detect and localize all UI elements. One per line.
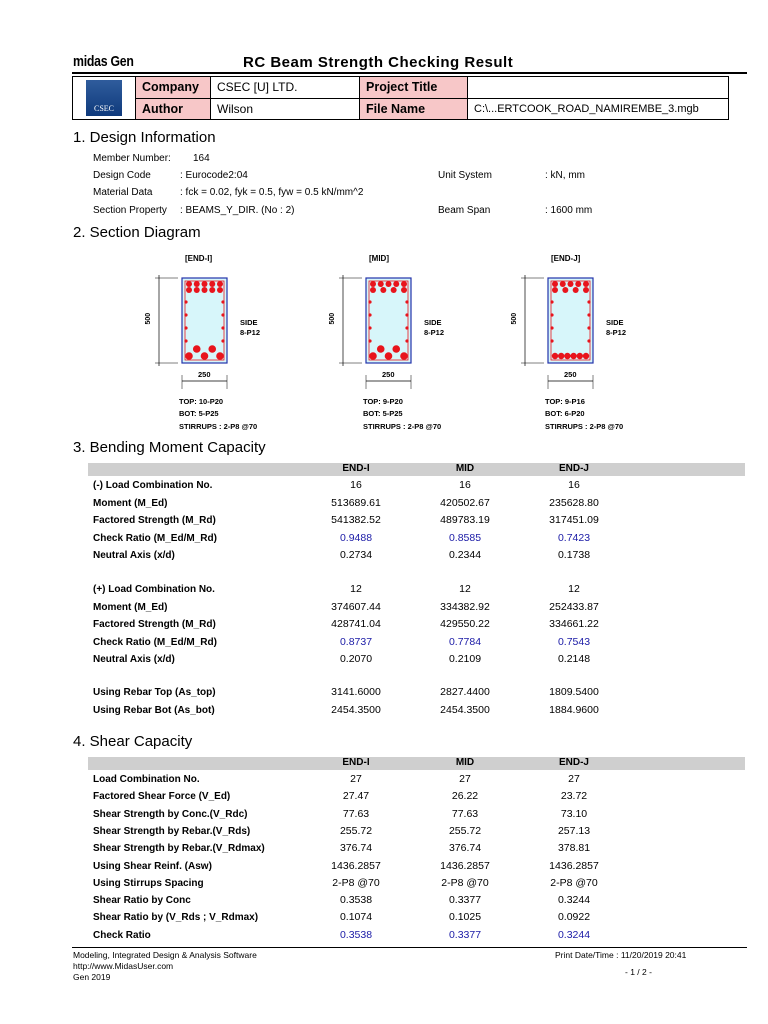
side-rebar (221, 326, 224, 329)
bending-cell: 0.8737 (339, 635, 373, 648)
bending-cell: 16 (350, 479, 362, 491)
shear-col-end-i: END-I (342, 757, 370, 768)
top-rebar (217, 287, 223, 293)
top-rebar (378, 281, 384, 287)
side-bars-label: 8-P12 (424, 328, 445, 337)
top-rebar (202, 281, 208, 287)
top-rebar (391, 287, 397, 293)
bottom-rebar (392, 345, 400, 353)
shear-cell: 27 (459, 773, 471, 785)
top-rebar (583, 287, 589, 293)
shear-cell: 26.22 (451, 790, 479, 803)
top-rebar (186, 287, 192, 293)
top-rebar (393, 281, 399, 287)
shear-cell: 0.3377 (448, 894, 482, 907)
document-title: RC Beam Strength Checking Result (243, 54, 514, 71)
shear-row-label: Using Stirrups Spacing (93, 877, 204, 889)
material-data-label: Material Data (93, 187, 153, 198)
bending-cell: 317451.09 (549, 514, 599, 526)
brand-logo-text: midas Gen (73, 53, 134, 70)
bending-cell: 0.2109 (448, 653, 482, 665)
side-rebar (550, 300, 553, 303)
shear-cell: 1436.2857 (440, 859, 490, 872)
shear-row-label: Shear Strength by Rebar.(V_Rds) (93, 825, 251, 837)
side-rebar (221, 300, 224, 303)
stirrups-label: STIRRUPS : 2-P8 @70 (545, 422, 624, 431)
shear-cell: 23.72 (560, 790, 588, 803)
side-rebar (184, 300, 187, 303)
design-code-label: Design Code (93, 170, 151, 181)
author-label: Author (136, 98, 211, 120)
design-code-value: : Eurocode2:04 (180, 170, 248, 181)
bending-row-label: Factored Strength (M_Rd) (93, 619, 216, 630)
header-divider (72, 72, 747, 74)
shear-cell: 257.13 (557, 824, 591, 837)
bottom-rebar (570, 353, 576, 359)
bottom-rebar (193, 345, 201, 353)
shear-cell: 2-P8 @70 (332, 876, 380, 889)
top-rebar (552, 287, 558, 293)
height-label: 500 (511, 312, 518, 325)
bottom-rebar (208, 345, 216, 353)
footer-divider (72, 947, 747, 948)
bending-cell: 235628.80 (549, 496, 599, 509)
bending-cell: 334661.22 (549, 618, 599, 630)
side-label: SIDE (606, 318, 624, 327)
shear-cell: 73.10 (560, 807, 588, 820)
stirrups-label: STIRRUPS : 2-P8 @70 (363, 422, 442, 431)
bending-cell: 0.9488 (339, 531, 373, 544)
shear-col-mid: MID (455, 757, 475, 768)
bottom-rebar (216, 352, 224, 360)
bending-row-label: Factored Strength (M_Rd) (93, 515, 216, 526)
shear-row-label: Using Shear Reinf. (Asw) (93, 860, 212, 872)
top-rebar (370, 287, 376, 293)
shear-cell: 1436.2857 (331, 859, 381, 872)
section-tag: [END-I] (185, 254, 213, 263)
footer-url[interactable]: http://www.MidasUser.com (73, 961, 174, 971)
shear-cell: 2-P8 @70 (550, 876, 598, 889)
top-rebar (186, 281, 192, 287)
shear-cell: 255.72 (448, 824, 482, 837)
beam-span-value: : 1600 mm (545, 205, 593, 216)
bending-cell: 3141.6000 (331, 686, 381, 698)
top-rebar (401, 281, 407, 287)
bending-col-end-j: END-J (558, 463, 589, 474)
side-rebar (221, 313, 224, 316)
bottom-rebar (552, 353, 558, 359)
side-rebar (184, 326, 187, 329)
bending-col-end-i: END-I (342, 463, 370, 474)
shear-cell: 2-P8 @70 (441, 876, 489, 889)
bending-cell: 429550.22 (440, 618, 490, 630)
top-rebar (380, 287, 386, 293)
member-number-label: Member Number: (93, 153, 171, 164)
shear-cell: 0.3244 (557, 894, 591, 907)
member-number-value: 164 (193, 153, 210, 164)
side-rebar (405, 339, 408, 342)
bending-cell: 2454.3500 (331, 703, 381, 716)
top-rebar (568, 281, 574, 287)
footer-version: Gen 2019 (73, 972, 111, 982)
bending-row-label: Moment (M_Ed) (93, 601, 168, 613)
bottom-rebar (201, 352, 209, 360)
bending-cell: 513689.61 (331, 496, 381, 509)
side-bars-label: 8-P12 (240, 328, 261, 337)
shear-row-label: Factored Shear Force (V_Ed) (93, 791, 231, 803)
bending-row-label: Moment (M_Ed) (93, 497, 168, 509)
bending-cell: 334382.92 (440, 600, 490, 613)
side-rebar (368, 326, 371, 329)
side-rebar (405, 326, 408, 329)
material-data-value: : fck = 0.02, fyk = 0.5, fyw = 0.5 kN/mm^2 (180, 187, 364, 198)
shear-row-label: Shear Ratio by (V_Rds ; V_Rdmax) (93, 912, 259, 924)
company-logo-cell (73, 77, 136, 120)
company-label: Company (136, 77, 211, 99)
bending-row-label: (-) Load Combination No. (93, 480, 213, 491)
bending-row-label: Using Rebar Bot (As_bot) (93, 704, 215, 716)
side-rebar (587, 300, 590, 303)
width-label: 250 (564, 370, 577, 379)
side-rebar (368, 339, 371, 342)
bending-cell: 541382.52 (331, 514, 381, 526)
top-rebar (217, 281, 223, 287)
shear-cell: 0.3244 (557, 928, 591, 941)
stirrups-label: STIRRUPS : 2-P8 @70 (179, 422, 258, 431)
top-rebar (202, 287, 208, 293)
bending-cell: 0.2070 (339, 653, 373, 665)
bending-cell: 2454.3500 (440, 703, 490, 716)
top-rebar (562, 287, 568, 293)
project-title-value (468, 77, 729, 99)
bending-cell: 1809.5400 (549, 686, 599, 698)
top-rebar (370, 281, 376, 287)
side-rebar (550, 313, 553, 316)
bottom-bars-label: BOT: 6-P20 (545, 409, 585, 418)
shear-cell: 0.3538 (339, 894, 373, 907)
width-label: 250 (198, 370, 211, 379)
footer-software: Modeling, Integrated Design & Analysis Software (73, 950, 257, 960)
bending-cell: 0.8585 (448, 531, 482, 544)
print-date-time: Print Date/Time : 11/20/2019 20:41 (555, 950, 687, 960)
bottom-rebar (185, 352, 193, 360)
top-rebar (573, 287, 579, 293)
bottom-bars-label: BOT: 5-P25 (363, 409, 403, 418)
shear-cell: 27 (350, 773, 362, 785)
section-diagram-svg (0, 245, 768, 440)
side-rebar (368, 300, 371, 303)
shear-heading: 4. Shear Capacity (73, 733, 193, 750)
file-name-value: C:\...ERTCOOK_ROAD_NAMIREMBE_3.mgb (468, 98, 729, 120)
top-rebar (552, 281, 558, 287)
bending-cell: 16 (459, 479, 471, 491)
top-rebar (560, 281, 566, 287)
bottom-bars-label: BOT: 5-P25 (179, 409, 219, 418)
top-rebar (194, 287, 200, 293)
bending-row-label: Neutral Axis (x/d) (93, 550, 175, 561)
side-rebar (405, 313, 408, 316)
side-rebar (587, 339, 590, 342)
height-label: 500 (145, 312, 152, 325)
shear-cell: 27.47 (342, 790, 370, 803)
project-info-table (72, 76, 729, 120)
bending-row-label: Using Rebar Top (As_top) (93, 687, 216, 698)
bending-cell: 0.2734 (339, 549, 373, 561)
page-number: - 1 / 2 - (625, 967, 652, 977)
bending-cell: 0.2148 (557, 653, 591, 665)
side-rebar (405, 300, 408, 303)
side-rebar (184, 339, 187, 342)
side-bars-label: 8-P12 (606, 328, 627, 337)
bending-row-label: Check Ratio (M_Ed/M_Rd) (93, 532, 217, 544)
side-rebar (184, 313, 187, 316)
bending-cell: 252433.87 (549, 600, 599, 613)
bending-cell: 0.1738 (557, 549, 591, 561)
bending-cell: 0.7784 (448, 635, 482, 648)
section-diagram-heading: 2. Section Diagram (73, 224, 201, 241)
section-tag: [MID] (369, 254, 389, 263)
bending-cell: 2827.4400 (440, 686, 490, 698)
section-tag: [END-J] (551, 254, 581, 263)
side-rebar (221, 339, 224, 342)
height-label: 500 (329, 312, 336, 325)
bottom-rebar (558, 353, 564, 359)
bottom-rebar (400, 352, 408, 360)
bending-cell: 420502.67 (440, 496, 490, 509)
bottom-rebar (385, 352, 393, 360)
shear-cell: 1436.2857 (549, 859, 599, 872)
shear-cell: 378.81 (557, 842, 591, 855)
bending-cell: 12 (350, 583, 362, 595)
side-rebar (587, 326, 590, 329)
csec-logo (86, 80, 122, 116)
bending-cell: 16 (568, 479, 580, 491)
shear-row-label: Load Combination No. (93, 774, 200, 785)
bending-header-band (88, 463, 745, 476)
shear-cell: 77.63 (342, 807, 370, 820)
shear-cell: 0.1074 (339, 911, 373, 924)
design-info-heading: 1. Design Information (73, 129, 216, 146)
bending-cell: 12 (459, 583, 471, 595)
shear-cell: 0.0922 (557, 911, 591, 924)
side-rebar (368, 313, 371, 316)
shear-cell: 376.74 (448, 842, 482, 855)
top-bars-label: TOP: 9-P16 (545, 397, 585, 406)
side-rebar (550, 339, 553, 342)
bending-cell: 12 (568, 583, 580, 595)
shear-cell: 27 (568, 773, 580, 785)
bottom-rebar (577, 353, 583, 359)
project-title-label: Project Title (360, 77, 468, 99)
bending-row-label: Check Ratio (M_Ed/M_Rd) (93, 636, 217, 648)
bottom-rebar (583, 353, 589, 359)
top-rebar (194, 281, 200, 287)
beam-span-label: Beam Span (438, 205, 491, 216)
top-rebar (583, 281, 589, 287)
bending-cell: 489783.19 (440, 514, 490, 526)
shear-row-label: Check Ratio (93, 929, 151, 941)
shear-cell: 0.3538 (339, 928, 373, 941)
top-bars-label: TOP: 9-P20 (363, 397, 403, 406)
top-rebar (575, 281, 581, 287)
file-name-label: File Name (360, 98, 468, 120)
bending-cell: 0.2344 (448, 549, 482, 561)
side-label: SIDE (424, 318, 442, 327)
top-rebar (209, 287, 215, 293)
bending-row-label: Neutral Axis (x/d) (93, 654, 175, 665)
shear-cell: 255.72 (339, 824, 373, 837)
unit-system-label: Unit System (438, 170, 492, 181)
shear-row-label: Shear Ratio by Conc (93, 895, 191, 907)
logo-text: CSEC (93, 104, 114, 113)
shear-cell: 376.74 (339, 842, 373, 855)
width-label: 250 (382, 370, 395, 379)
bending-cell: 0.7423 (557, 531, 591, 544)
shear-cell: 0.3377 (448, 928, 482, 941)
bending-cell: 428741.04 (331, 618, 381, 630)
bottom-rebar (369, 352, 377, 360)
bending-col-mid: MID (455, 463, 475, 474)
side-label: SIDE (240, 318, 258, 327)
top-rebar (401, 287, 407, 293)
side-rebar (587, 313, 590, 316)
side-rebar (550, 326, 553, 329)
bottom-rebar (377, 345, 385, 353)
section-property-label: Section Property (93, 205, 167, 216)
bending-cell: 0.7543 (557, 635, 591, 648)
unit-system-value: : kN, mm (545, 170, 585, 181)
bending-cell: 1884.9600 (549, 703, 599, 716)
shear-row-label: Shear Strength by Conc.(V_Rdc) (93, 808, 248, 820)
bending-cell: 374607.44 (331, 600, 381, 613)
bending-row-label: (+) Load Combination No. (93, 584, 215, 595)
shear-header-band (88, 757, 745, 770)
bending-heading: 3. Bending Moment Capacity (73, 439, 266, 456)
top-rebar (386, 281, 392, 287)
shear-cell: 0.1025 (448, 911, 482, 924)
company-value: CSEC [U] LTD. (211, 77, 360, 99)
shear-row-label: Shear Strength by Rebar.(V_Rdmax) (93, 843, 265, 855)
top-bars-label: TOP: 10-P20 (179, 397, 224, 406)
shear-cell: 77.63 (451, 807, 479, 820)
section-property-value: : BEAMS_Y_DIR. (No : 2) (180, 205, 295, 216)
author-value: Wilson (211, 98, 360, 120)
bottom-rebar (564, 353, 570, 359)
shear-col-end-j: END-J (558, 757, 589, 768)
top-rebar (209, 281, 215, 287)
